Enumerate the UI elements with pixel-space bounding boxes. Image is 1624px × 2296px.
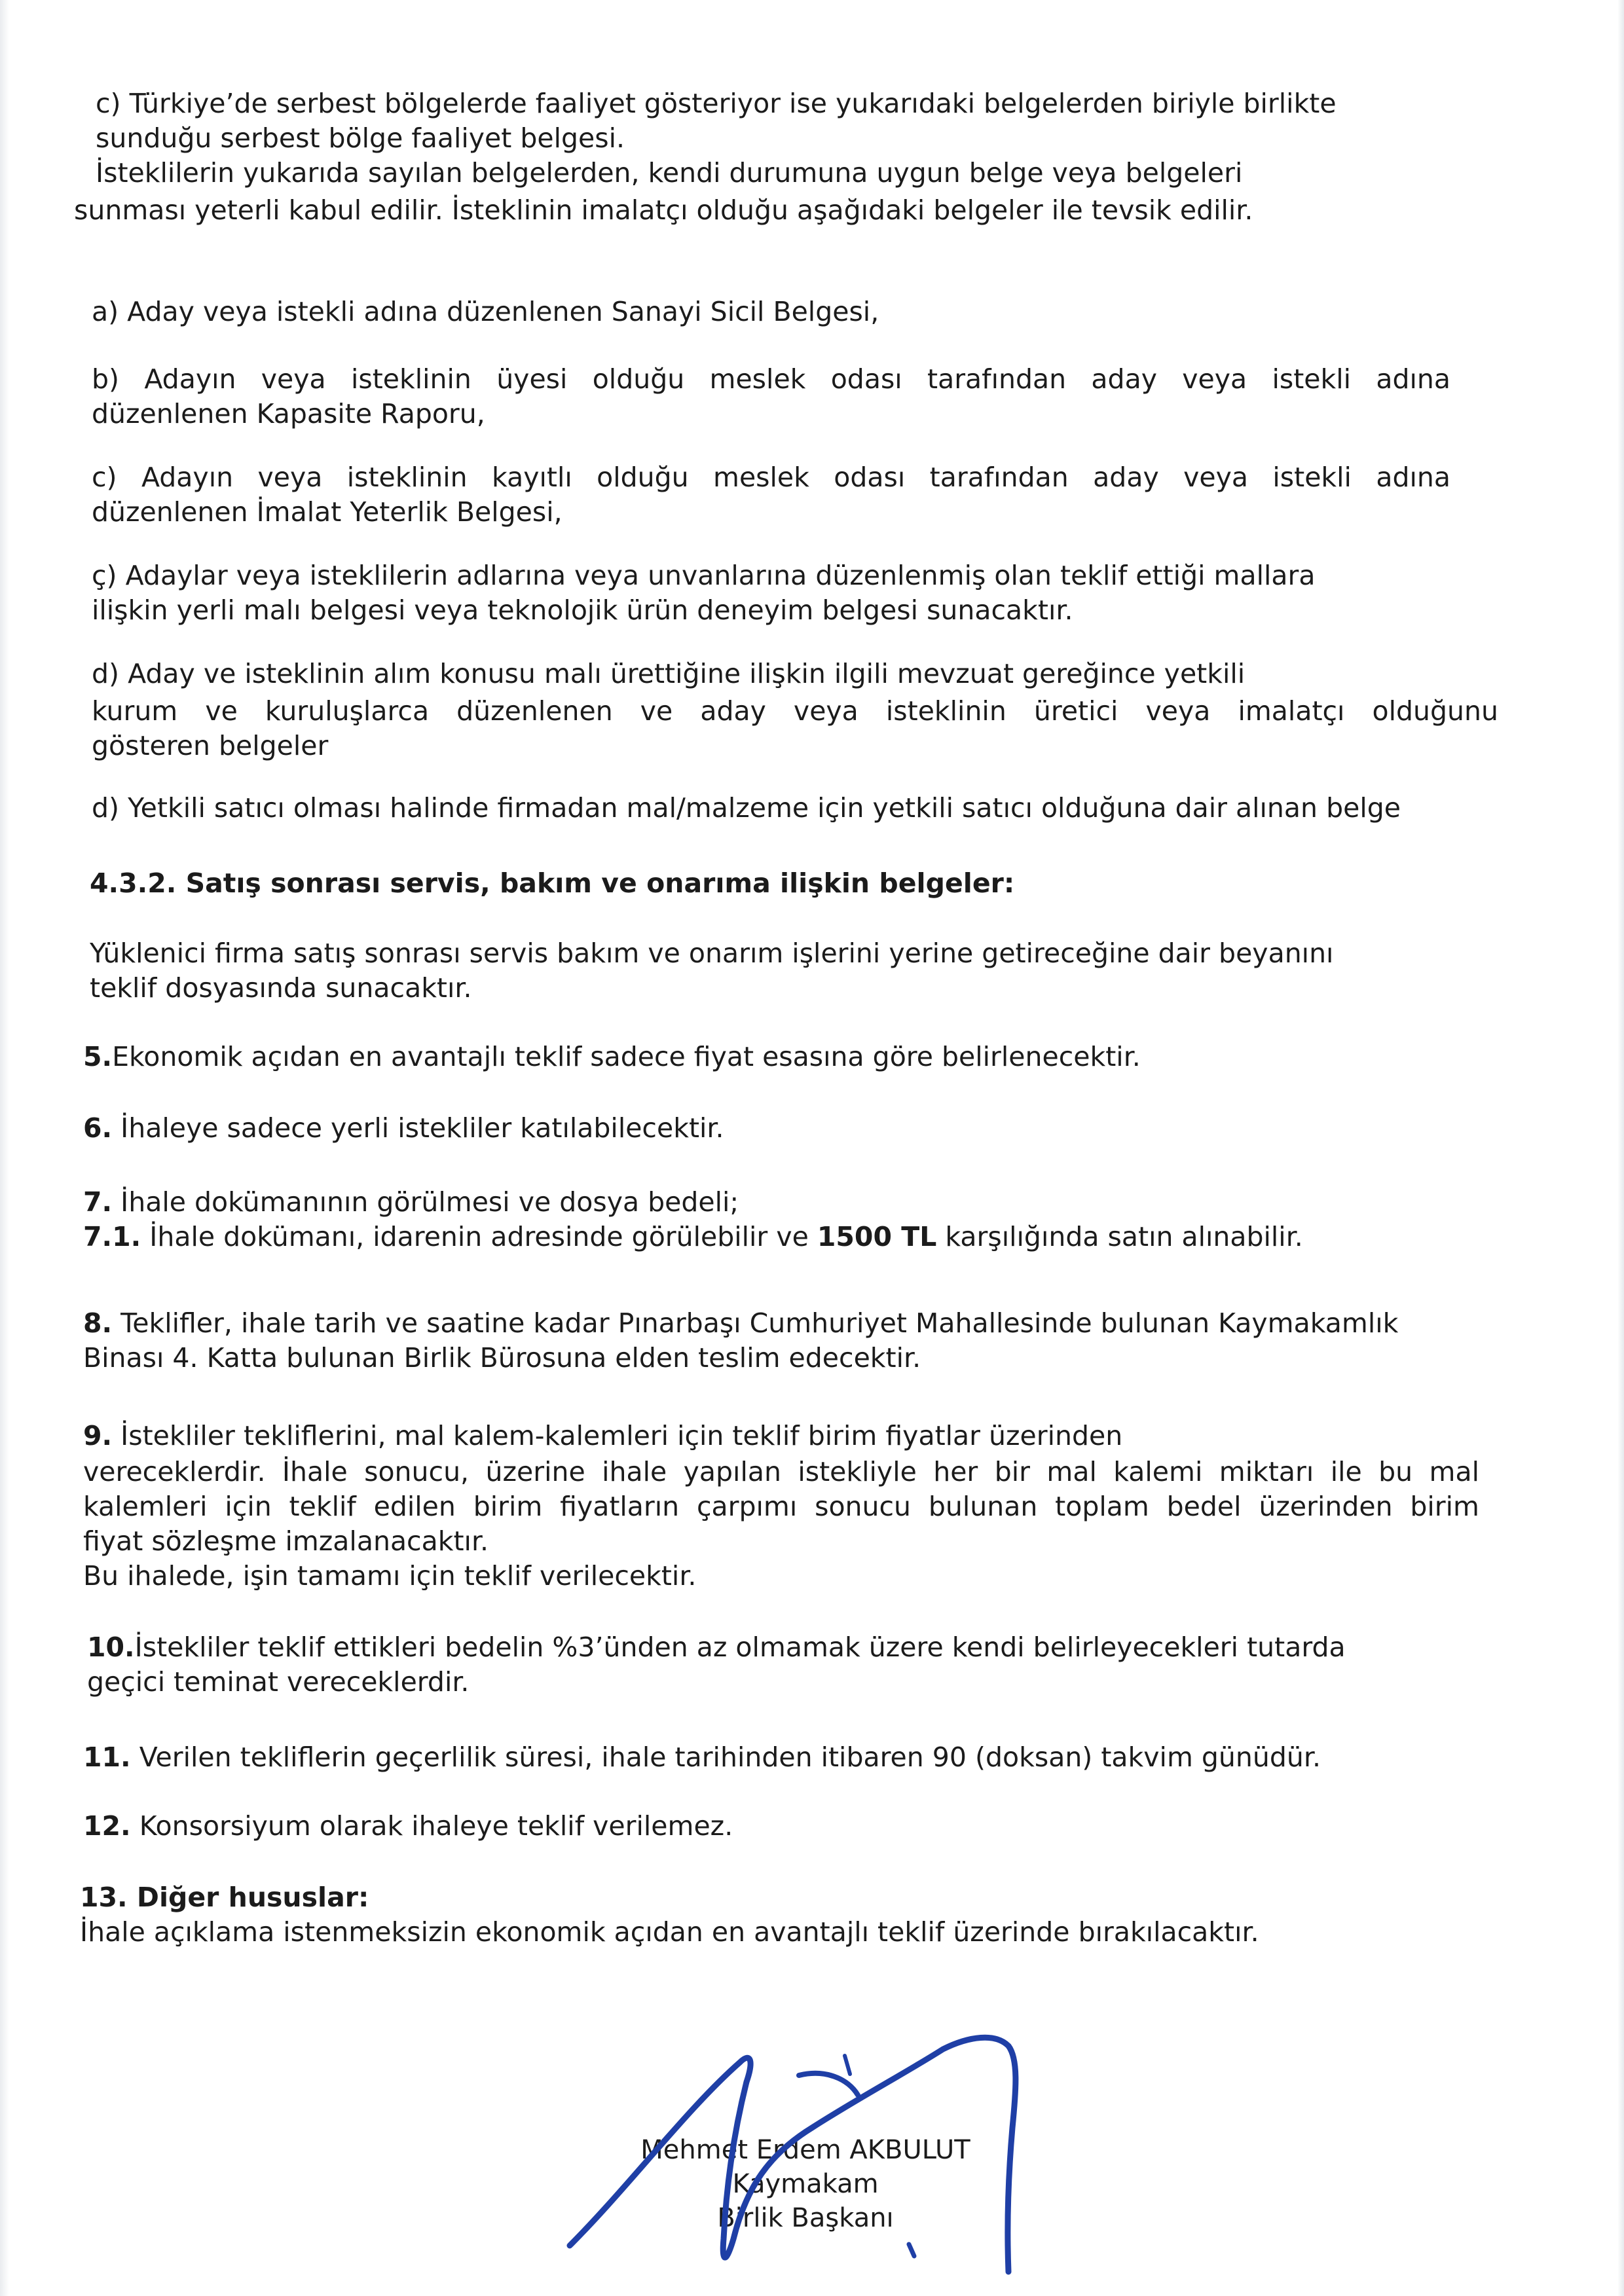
item-d2-text: Yetkili satıcı olması halinde firmadan mal/malzeme için yetkili satıcı olduğuna dair alınan belge	[128, 792, 1401, 824]
item-b-label: b)	[92, 363, 120, 395]
section-7-number: 7.	[83, 1186, 113, 1218]
item-d2-label: d)	[92, 792, 120, 824]
section-9	[83, 1419, 1491, 1453]
section-13-heading: 13. Diğer hususlar:	[80, 1882, 369, 1913]
section-9-line4: fiyat sözleşme imzalanacaktır.	[83, 1525, 489, 1557]
item-c	[92, 460, 1450, 530]
signature-stroke-main	[570, 2037, 1016, 2272]
item-a-label: a)	[92, 296, 119, 327]
section-4-3-2-heading: 4.3.2. Satış sonrası servis, bakım ve onarıma ilişkin belgeler:	[90, 867, 1015, 899]
section-4-3-2	[90, 866, 1498, 901]
item-d1-line2: kurum ve kuruluşlarca düzenlenen ve aday veya isteklinin üretici veya imalatçı olduğunu	[92, 695, 1498, 727]
section-9-continued	[83, 1455, 1479, 1594]
intro-line3: İsteklilerin yukarıda sayılan belgelerden, kendi durumuna uygun belge veya belgeleri	[96, 157, 1243, 189]
item-c2-line2: düzenlenen İmalat Yeterlik Belgesi,	[92, 496, 563, 528]
intro-c-line1: Türkiye’de serbest bölgelerde faaliyet gösteriyor ise yukarıdaki belgelerden biriyle birlikte	[129, 88, 1337, 119]
item-a	[92, 295, 1500, 329]
section-4-3-2-body	[90, 936, 1498, 1006]
item-cc-line1: Adaylar veya isteklilerin adlarına veya unvanlarına düzenlenmiş olan teklif ettiği mallara	[125, 560, 1316, 591]
section-12	[83, 1809, 1491, 1844]
section-5-number: 5.	[83, 1041, 113, 1072]
section-8-line2: Binası 4. Katta bulunan Birlik Bürosuna elden teslim edecektir.	[83, 1342, 921, 1374]
signatory-title: Kaymakam	[732, 2169, 879, 2199]
section-4-3-2-line1: Yüklenici firma satış sonrası servis bakım ve onarım işlerini yerine getireceğine dair beyanını	[90, 938, 1334, 969]
section-9-line2: vereceklerdir. İhale sonucu, üzerine ihale yapılan istekliyle her bir mal kalemi miktarı ile bu mal	[83, 1456, 1479, 1487]
section-8-number: 8.	[83, 1307, 113, 1339]
signature-stroke-tick	[845, 2056, 850, 2074]
section-7-1-text2: karşılığında satın alınabilir.	[945, 1221, 1303, 1252]
signature-stroke-cross	[799, 2073, 858, 2095]
section-6	[83, 1111, 1491, 1146]
item-d1	[92, 657, 1500, 691]
item-b	[92, 362, 1450, 431]
section-13	[80, 1880, 1488, 1950]
section-8	[83, 1306, 1491, 1376]
signatory-name: Mehmet Erdem AKBULUT	[640, 2135, 970, 2165]
section-11-text: Verilen tekliflerin geçerlilik süresi, ihale tarihinden itibaren 90 (doksan) takvim günüdür.	[139, 1741, 1321, 1773]
section-10-line2: geçici teminat vereceklerdir.	[87, 1666, 470, 1698]
section-8-line1: Teklifler, ihale tarih ve saatine kadar Pınarbaşı Cumhuriyet Mahallesinde bulunan Kaymakamlık	[120, 1307, 1399, 1339]
item-d1-continued	[92, 694, 1498, 763]
section-12-text: Konsorsiyum olarak ihaleye teklif verilemez.	[139, 1810, 733, 1842]
item-cc	[92, 558, 1500, 628]
section-4-3-2-line2: teklif dosyasında sunacaktır.	[90, 972, 472, 1004]
section-7-1-text1: İhale dokümanı, idarenin adresinde görülebilir ve	[149, 1221, 809, 1252]
scan-edge-right	[1617, 0, 1624, 2296]
intro-paragraph	[96, 86, 1438, 191]
item-d1-line3: gösteren belgeler	[92, 730, 329, 761]
section-9-number: 9.	[83, 1420, 113, 1451]
item-b-line1: Adayın veya isteklinin üyesi olduğu meslek odası tarafından aday veya istekli adına	[144, 363, 1450, 395]
section-10	[87, 1630, 1495, 1700]
section-12-number: 12.	[83, 1810, 131, 1842]
intro-c-line2: sunduğu serbest bölge faaliyet belgesi.	[96, 122, 625, 154]
section-11	[83, 1740, 1491, 1775]
section-6-number: 6.	[83, 1112, 113, 1144]
item-c2-label: c)	[92, 462, 117, 493]
section-6-text: İhaleye sadece yerli istekliler katılabilecektir.	[120, 1112, 724, 1144]
item-cc-line2: ilişkin yerli malı belgesi veya teknolojik ürün deneyim belgesi sunacaktır.	[92, 594, 1073, 626]
signatory-role: Birlik Başkanı	[717, 2203, 894, 2233]
item-c-label: c)	[96, 88, 121, 119]
handwritten-signature	[550, 2023, 1087, 2285]
section-5	[83, 1040, 1491, 1074]
section-10-line1: İstekliler teklif ettikleri bedelin %3’ünden az olmamak üzere kendi belirleyecekleri tutarda	[134, 1631, 1346, 1663]
section-5-text: Ekonomik açıdan en avantajlı teklif sadece fiyat esasına göre belirlenecektir.	[112, 1041, 1141, 1072]
item-cc-label: ç)	[92, 560, 117, 591]
section-7-text: İhale dokümanının görülmesi ve dosya bedeli;	[120, 1186, 739, 1218]
section-9-line5: Bu ihalede, işin tamamı için teklif verilecektir.	[83, 1560, 697, 1592]
section-11-number: 11.	[83, 1741, 131, 1773]
section-7	[83, 1185, 1491, 1254]
item-d1-label: d)	[92, 658, 120, 689]
item-c2-line1: Adayın veya isteklinin kayıtlı olduğu meslek odası tarafından aday veya istekli adına	[141, 462, 1450, 493]
section-7-1-number: 7.1.	[83, 1221, 141, 1252]
signature-stroke-dot	[909, 2244, 914, 2256]
section-7-1-amount: 1500 TL	[817, 1221, 937, 1252]
item-d1-line1: Aday ve isteklinin alım konusu malı ürettiğine ilişkin ilgili mevzuat gereğince yetkili	[128, 658, 1246, 689]
section-9-line1: İstekliler tekliflerini, mal kalem-kalemleri için teklif birim fiyatlar üzerinden	[120, 1420, 1123, 1451]
item-b-line2: düzenlenen Kapasite Raporu,	[92, 398, 485, 429]
intro-line4: sunması yeterli kabul edilir. İsteklinin imalatçı olduğu aşağıdaki belgeler ile tevsik edilir.	[74, 194, 1253, 226]
intro-line4-block	[74, 193, 1449, 228]
item-a-text: Aday veya istekli adına düzenlenen Sanayi Sicil Belgesi,	[127, 296, 879, 327]
section-10-number: 10.	[87, 1631, 135, 1663]
section-13-text: İhale açıklama istenmeksizin ekonomik açıdan en avantajlı teklif üzerinde bırakılacaktır.	[80, 1916, 1259, 1948]
item-d2	[92, 791, 1500, 826]
section-9-line3: kalemleri için teklif edilen birim fiyatların çarpımı sonucu bulunan toplam bedel üzerinden birim	[83, 1491, 1479, 1522]
scan-edge-left	[0, 0, 9, 2296]
